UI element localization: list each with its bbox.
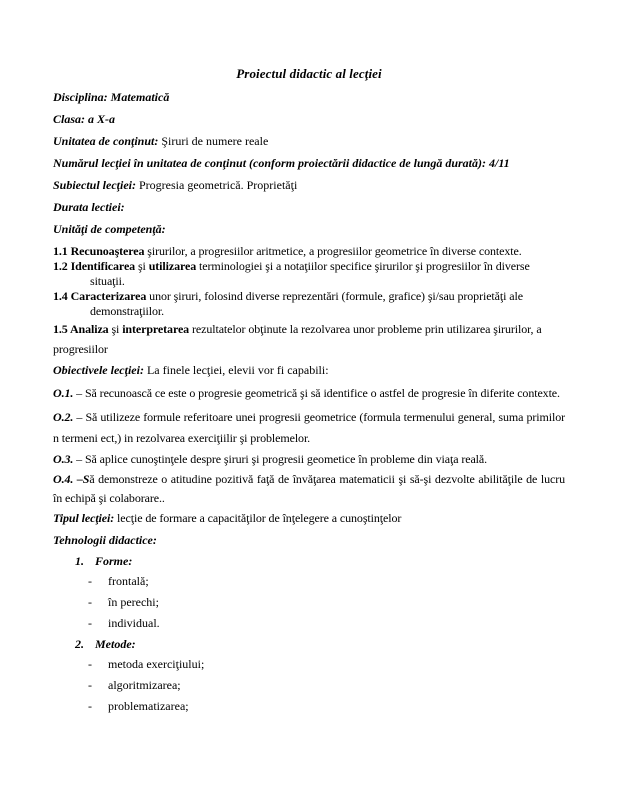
field-unitatea-label: Unitatea de conţinut: xyxy=(53,134,159,148)
competency-1-2 xyxy=(53,259,565,289)
competency-1-5-text-b: rezultatelor obţinute la rezolvarea unor probleme prin utilizarea şirurilor, a progresiilor xyxy=(53,322,542,356)
competency-1-1 xyxy=(53,244,565,259)
objective-o4-text: ă demonstreze o atitudine pozitivă faţă de învăţarea matematicii şi să-şi dezvolte abilităţile de lucru în echipă şi colaborare.. xyxy=(53,472,565,505)
objectives-header-value: La finele lecţiei, elevii vor fi capabili: xyxy=(143,363,329,377)
objective-o1 xyxy=(53,386,565,401)
objective-o2 xyxy=(53,407,565,449)
list-item-algoritmizarea xyxy=(53,678,565,693)
list-item-text: frontală; xyxy=(108,574,149,588)
competency-1-1-text: şirurilor, a progresiilor aritmetice, a progresiilor geometrice în diverse contexte. xyxy=(144,244,522,258)
list-item-text: individual. xyxy=(108,616,160,630)
field-tipul-value: lecţie de formare a capacităţilor de înţelegere a cunoştinţelor xyxy=(114,511,402,525)
competency-1-2-key-b: utilizarea xyxy=(148,259,197,273)
field-numarul: Numărul lecţiei în unitatea de conţinut (conform proiectării didactice de lungă durată): 4/11 xyxy=(53,156,510,170)
list-item-in-perechi xyxy=(53,595,565,610)
competency-1-2-text-a: şi xyxy=(135,259,149,273)
field-tipul-label: Tipul lecţiei: xyxy=(53,511,115,525)
list-item-metoda-exercitiului xyxy=(53,657,565,672)
objectives-header xyxy=(53,363,565,378)
objective-o2-label: O.2. xyxy=(53,410,74,424)
objectives-header-label: Obiectivele lecţiei: xyxy=(53,363,144,377)
field-unitatea xyxy=(53,134,565,149)
field-subiectul-label: Subiectul lecţiei: xyxy=(53,178,136,192)
objective-o3 xyxy=(53,449,565,470)
list-item-text: algoritmizarea; xyxy=(108,678,181,692)
competency-1-4-text: unor şiruri, folosind diverse reprezentări (formule, grafice) şi/sau proprietăţi ale demonstraţiilor. xyxy=(90,289,523,318)
competency-1-2-text-b: terminologiei şi a notaţiilor specifice şirurilor şi progresiilor în diverse situaţii. xyxy=(90,259,530,288)
list-metode-number: 2. xyxy=(75,637,84,651)
list-item-text: în perechi; xyxy=(108,595,159,609)
objective-o4-label: O.4. –S xyxy=(53,472,90,486)
dash-bullet: - xyxy=(88,574,92,588)
list-metode-header xyxy=(53,637,565,652)
dash-bullet: - xyxy=(88,657,92,671)
list-item-text: metoda exerciţiului; xyxy=(108,657,205,671)
competency-1-5-key-b: interpretarea xyxy=(122,322,190,336)
field-unitati-competenta: Unităţi de competenţă: xyxy=(53,222,166,236)
list-item-problematizarea xyxy=(53,699,565,714)
dash-bullet: - xyxy=(88,616,92,630)
field-unitatea-value: Şiruri de numere reale xyxy=(158,134,269,148)
objective-o1-text: – Să recunoască ce este o progresie geometrică şi să identifice o astfel de progresie în diferite contexte. xyxy=(73,386,560,400)
competency-1-5 xyxy=(53,319,565,359)
competency-1-5-text-a: şi xyxy=(108,322,123,336)
list-metode-label: Metode: xyxy=(95,637,136,651)
list-forme-header xyxy=(53,554,565,569)
document-title: Proiectul didactic al lecţiei xyxy=(236,66,382,81)
competency-1-2-key: 1.2 Identificarea xyxy=(53,259,136,273)
field-subiectul-value: Progresia geometrică. Proprietăţi xyxy=(136,178,298,192)
competency-1-1-key: 1.1 Recunoaşterea xyxy=(53,244,145,258)
list-item-individual xyxy=(53,616,565,631)
field-durata: Durata lectiei: xyxy=(53,200,125,214)
objective-o4 xyxy=(53,470,565,508)
field-disciplina: Disciplina: Matematică xyxy=(53,90,170,104)
competency-1-4-key: 1.4 Caracterizarea xyxy=(53,289,147,303)
field-clasa: Clasa: a X-a xyxy=(53,112,116,126)
dash-bullet: - xyxy=(88,678,92,692)
field-tehnologii: Tehnologii didactice: xyxy=(53,533,157,547)
field-tipul xyxy=(53,508,565,529)
list-forme-label: Forme: xyxy=(95,554,133,568)
dash-bullet: - xyxy=(88,699,92,713)
list-item-text: problematizarea; xyxy=(108,699,189,713)
competency-1-4 xyxy=(53,289,565,319)
list-forme-number: 1. xyxy=(75,554,84,568)
dash-bullet: - xyxy=(88,595,92,609)
objective-o2-text: – Să utilizeze formule referitoare unei progresii geometrice (formula termenului general, suma primilor n termeni ect,) in rezolvarea exerciţiilir şi problemelor. xyxy=(53,410,565,445)
list-item-frontala xyxy=(53,574,565,589)
objective-o1-label: O.1. xyxy=(53,386,74,400)
objective-o3-text: – Să aplice cunoştinţele despre şiruri şi progresii geometice în probleme din viaţa reală. xyxy=(73,452,488,466)
field-subiectul xyxy=(53,178,565,193)
objective-o3-label: O.3. xyxy=(53,452,74,466)
competency-1-5-key: 1.5 Analiza xyxy=(53,322,109,336)
